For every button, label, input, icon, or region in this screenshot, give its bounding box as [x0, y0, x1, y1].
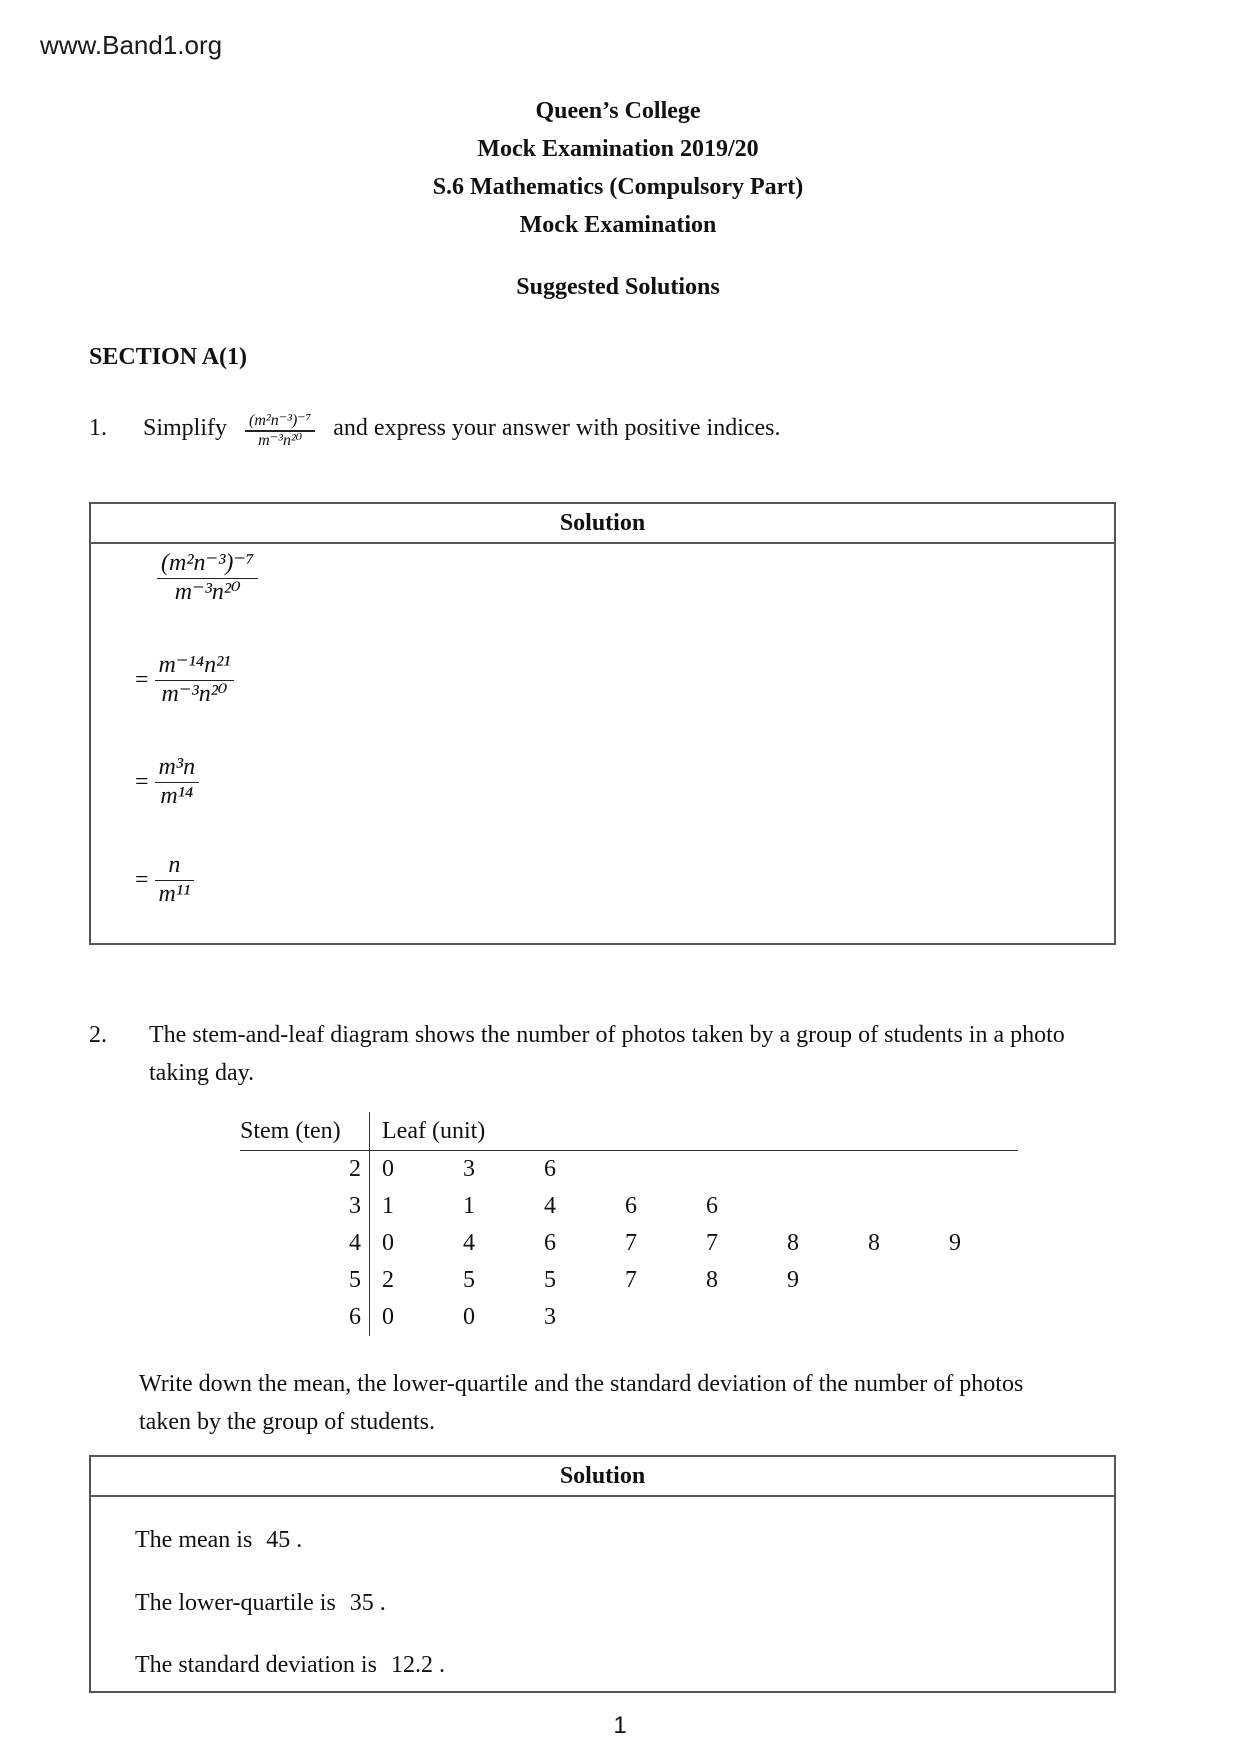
solution-header: Solution [91, 1457, 1114, 1497]
solution-header: Solution [91, 504, 1114, 544]
exam-title: Mock Examination 2019/20 [477, 136, 759, 162]
paper-title: Mock Examination [519, 212, 717, 238]
leaf-header: Leaf (unit) [370, 1112, 1019, 1151]
solution-standard-deviation: The standard deviation is 12.2 . [135, 1652, 445, 1678]
instruction-line-2: taken by the group of students. [139, 1409, 435, 1435]
instruction-line-1: Write down the mean, the lower-quartile and the standard deviation of the number of photos [139, 1371, 1024, 1397]
solution-lower-quartile: The lower-quartile is 35 . [135, 1590, 386, 1616]
solution-step-1: $\frac{\text{(m²n⁻³)⁻⁷}}{\text{m⁻³n²⁰}}$ [151, 550, 258, 607]
stem-header: Stem (ten) [240, 1112, 370, 1151]
expression-denominator: m⁻³n²⁰ [258, 431, 303, 449]
question-prefix: Simplify [143, 414, 228, 441]
question-number: 2. [89, 1022, 107, 1048]
question-suffix: and express your answer with positive indices. [333, 414, 781, 441]
question-expression [245, 412, 315, 450]
question-1 [89, 412, 781, 450]
subject-title: S.6 Mathematics (Compulsory Part) [432, 174, 804, 200]
stem-row: 6 0 0 3 [240, 1299, 1018, 1336]
solution-box-2 [89, 1455, 1116, 1693]
question-text-line-1: The stem-and-leaf diagram shows the number of photos taken by a group of students in a photo [149, 1022, 1065, 1048]
question-number: 1. [89, 414, 107, 441]
solution-box-1 [89, 502, 1116, 945]
stem-and-leaf-diagram [240, 1112, 1018, 1336]
solution-mean: The mean is 45 . [135, 1527, 303, 1553]
question-text-line-2: taking day. [149, 1060, 255, 1086]
stem-row: 4 0 4 6 7 7 8 8 9 [240, 1225, 1018, 1262]
school-name: Queen’s College [535, 98, 701, 124]
question-2-instruction [139, 1365, 1023, 1441]
solution-step-3: = $\frac{\text{m³n}}{\text{m¹⁴}}$ [135, 754, 199, 811]
stem-row: 5 2 5 5 7 8 9 [240, 1262, 1018, 1299]
stem-row: 2 0 3 6 [240, 1151, 1018, 1189]
page-number: 1 [613, 1712, 627, 1739]
question-2 [89, 1016, 1065, 1092]
document-header [0, 92, 1240, 306]
watermark-text: www.Band1.org [40, 30, 223, 60]
solution-step-2: = $\frac{\text{m⁻¹⁴n²¹}}{\text{m⁻³n²⁰}}$ [135, 652, 234, 709]
expression-numerator: (m²n⁻³)⁻⁷ [249, 412, 312, 429]
section-title: SECTION A(1) [89, 344, 248, 370]
doc-type-title: Suggested Solutions [516, 274, 720, 300]
stem-row: 3 1 1 4 6 6 [240, 1188, 1018, 1225]
solution-step-4: = $\frac{n}{\text{m¹¹}}$ [135, 852, 194, 909]
